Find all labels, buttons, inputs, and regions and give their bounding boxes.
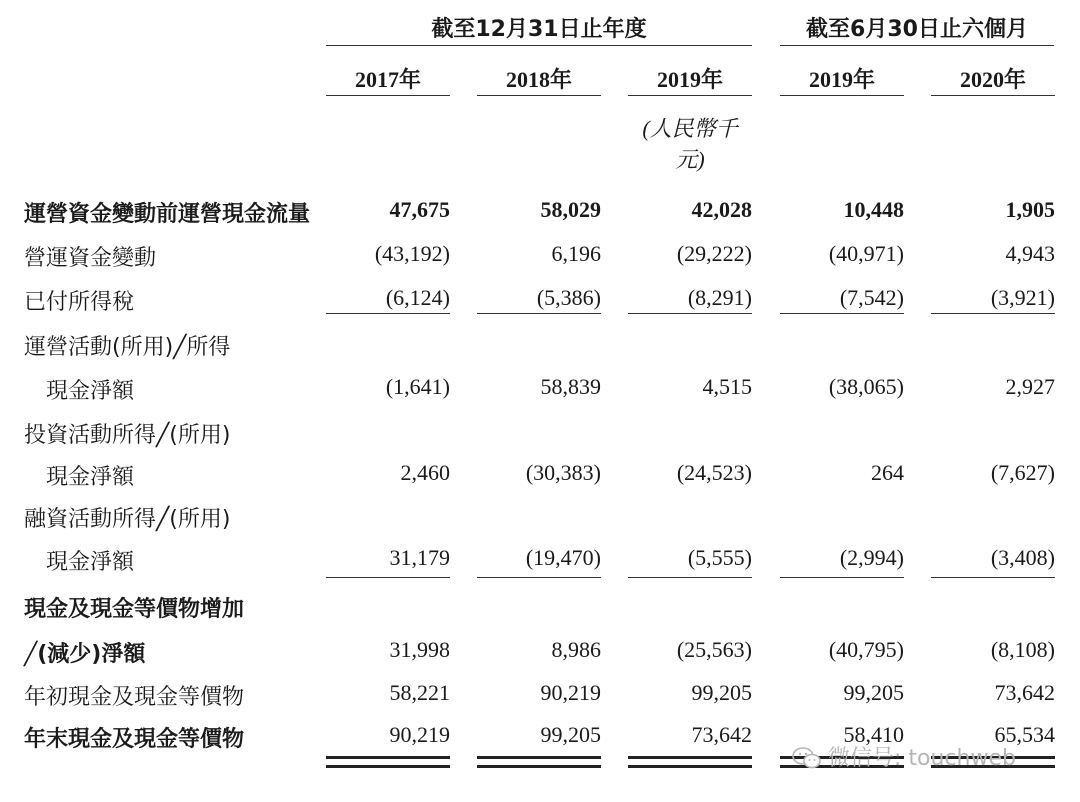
cell-financing-net-col4: (2,994) bbox=[839, 545, 904, 570]
cell-cash-end-col5: 65,534 bbox=[994, 722, 1055, 747]
row-label-financing-label: 融資活動所得╱(所用) bbox=[24, 507, 231, 532]
subtotal-rule bbox=[326, 313, 450, 314]
cell-operating-net-col5: 2,927 bbox=[1005, 374, 1055, 399]
cell-cash-end-col3: 73,642 bbox=[691, 722, 752, 747]
cell-investing-net-col1: 2,460 bbox=[400, 460, 450, 485]
row-label-financing-net: 現金淨額 bbox=[24, 550, 135, 575]
cell-operating-net-col1: (1,641) bbox=[385, 374, 450, 399]
group-underline-interim bbox=[780, 45, 1054, 46]
year-underline bbox=[477, 95, 601, 96]
subtotal-rule bbox=[477, 577, 601, 578]
watermark bbox=[792, 741, 1016, 772]
subtotal-rule bbox=[931, 577, 1055, 578]
row-label-income-tax-paid: 已付所得稅 bbox=[24, 290, 135, 315]
subtotal-rule bbox=[780, 577, 904, 578]
cell-cf-before-wc-col3: 42,028 bbox=[691, 197, 752, 222]
subtotal-rule bbox=[628, 577, 752, 578]
cell-cash-end-col2: 99,205 bbox=[540, 722, 601, 747]
subtotal-rule bbox=[780, 313, 904, 314]
cell-operating-net-col3: 4,515 bbox=[702, 374, 752, 399]
year-header-2017: 2017年 bbox=[354, 67, 421, 92]
cell-wc-changes-col1: (43,192) bbox=[374, 241, 450, 266]
row-label-cf-before-wc: 運營資金變動前運營現金流量 bbox=[24, 202, 311, 227]
cell-cash-beginning-col5: 73,642 bbox=[994, 680, 1055, 705]
cell-income-tax-paid-col5: (3,921) bbox=[990, 285, 1055, 310]
unit-label: (人民幣千元) bbox=[642, 116, 738, 172]
year-underline bbox=[780, 95, 904, 96]
cell-cash-end-col4: 58,410 bbox=[843, 722, 904, 747]
period-group-interim: 截至6月30日止六個月 bbox=[806, 17, 1028, 42]
cell-financing-net-col5: (3,408) bbox=[990, 545, 1055, 570]
cell-investing-net-col3: (24,523) bbox=[676, 460, 752, 485]
cell-net-change-col1: 31,998 bbox=[389, 637, 450, 662]
cell-income-tax-paid-col4: (7,542) bbox=[839, 285, 904, 310]
cell-wc-changes-col3: (29,222) bbox=[676, 241, 752, 266]
cell-income-tax-paid-col2: (5,386) bbox=[536, 285, 601, 310]
cell-income-tax-paid-col3: (8,291) bbox=[687, 285, 752, 310]
year-underline bbox=[326, 95, 450, 96]
cell-operating-net-col2: 58,839 bbox=[540, 374, 601, 399]
year-underline bbox=[931, 95, 1055, 96]
cell-cash-end-col1: 90,219 bbox=[389, 722, 450, 747]
row-label-cash-beginning: 年初現金及現金等價物 bbox=[24, 685, 245, 710]
year-underline bbox=[628, 95, 752, 96]
cell-operating-net-col4: (38,065) bbox=[828, 374, 904, 399]
row-label-operating-label: 運營活動(所用)╱所得 bbox=[24, 335, 231, 360]
cell-cash-beginning-col3: 99,205 bbox=[691, 680, 752, 705]
cell-net-change-col2: 8,986 bbox=[551, 637, 601, 662]
cell-wc-changes-col5: 4,943 bbox=[1005, 241, 1055, 266]
cell-financing-net-col3: (5,555) bbox=[687, 545, 752, 570]
subtotal-rule bbox=[931, 313, 1055, 314]
total-double-rule bbox=[477, 756, 601, 768]
period-group-annual: 截至12月31日止年度 bbox=[431, 17, 647, 42]
cell-financing-net-col1: 31,179 bbox=[389, 545, 450, 570]
cell-net-change-col4: (40,795) bbox=[828, 637, 904, 662]
row-label-investing-net: 現金淨額 bbox=[24, 465, 135, 490]
cell-net-change-col5: (8,108) bbox=[990, 637, 1055, 662]
cell-investing-net-col2: (30,383) bbox=[525, 460, 601, 485]
subtotal-rule bbox=[477, 313, 601, 314]
row-label-investing-label: 投資活動所得╱(所用) bbox=[24, 423, 231, 448]
cell-cash-beginning-col4: 99,205 bbox=[843, 680, 904, 705]
cell-cf-before-wc-col1: 47,675 bbox=[389, 197, 450, 222]
cell-net-change-col3: (25,563) bbox=[676, 637, 752, 662]
cell-investing-net-col4: 264 bbox=[871, 460, 904, 485]
watermark-text: 微信号: touchweb bbox=[828, 746, 1016, 771]
row-label-net-change-label: 現金及現金等價物增加 bbox=[24, 597, 245, 622]
row-label-cash-end: 年末現金及現金等價物 bbox=[24, 727, 245, 752]
total-double-rule bbox=[628, 756, 752, 768]
cell-cf-before-wc-col5: 1,905 bbox=[1005, 197, 1055, 222]
cell-cash-beginning-col2: 90,219 bbox=[540, 680, 601, 705]
row-label-net-change: ╱(減少)淨額 bbox=[24, 642, 146, 667]
row-label-wc-changes: 營運資金變動 bbox=[24, 246, 157, 271]
row-label-operating-net: 現金淨額 bbox=[24, 379, 135, 404]
year-header-2019: 2019年 bbox=[656, 67, 723, 92]
group-underline-annual bbox=[326, 45, 752, 46]
cell-wc-changes-col2: 6,196 bbox=[551, 241, 601, 266]
total-double-rule bbox=[326, 756, 450, 768]
cell-investing-net-col5: (7,627) bbox=[990, 460, 1055, 485]
subtotal-rule bbox=[628, 313, 752, 314]
year-header-2020-interim: 2020年 bbox=[959, 67, 1026, 92]
cell-wc-changes-col4: (40,971) bbox=[828, 241, 904, 266]
cell-cf-before-wc-col4: 10,448 bbox=[843, 197, 904, 222]
cell-income-tax-paid-col1: (6,124) bbox=[385, 285, 450, 310]
cell-cf-before-wc-col2: 58,029 bbox=[540, 197, 601, 222]
cell-cash-beginning-col1: 58,221 bbox=[389, 680, 450, 705]
wechat-icon bbox=[792, 747, 822, 769]
year-header-2019-interim: 2019年 bbox=[808, 67, 875, 92]
subtotal-rule bbox=[326, 577, 450, 578]
year-header-2018: 2018年 bbox=[505, 67, 572, 92]
cell-financing-net-col2: (19,470) bbox=[525, 545, 601, 570]
